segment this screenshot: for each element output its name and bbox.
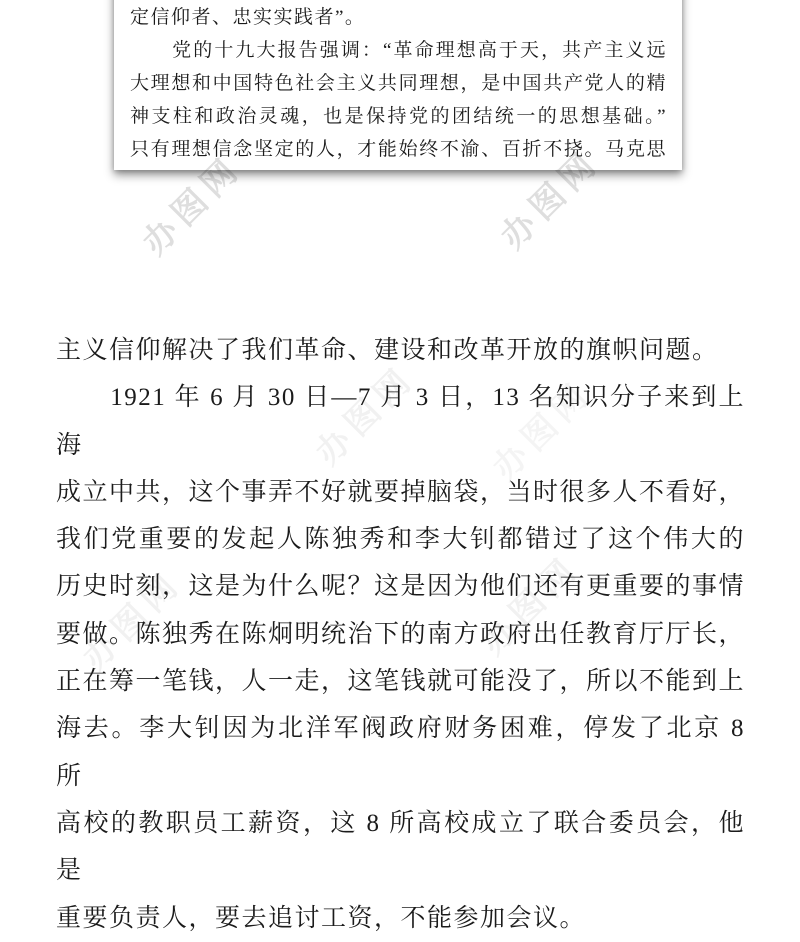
page-body-text-block bbox=[56, 327, 745, 942]
page-top-text-line: 定信仰者、忠实实践者”。 bbox=[130, 7, 366, 28]
page-top-text-line: 神支柱和政治灵魂，也是保持党的团结统一的思想基础。” bbox=[130, 106, 667, 127]
page-top-text-line: 只有理想信念坚定的人，才能始终不渝、百折不挠。马克思 bbox=[130, 139, 667, 160]
page-body-text-line: 高校的教职员工薪资，这 8 所高校成立了联合委员会，他是 bbox=[56, 809, 745, 885]
page-top-text-line: 大理想和中国特色社会主义共同理想，是中国共产党人的精 bbox=[130, 73, 667, 94]
page-body-text-line: 主义信仰解决了我们革命、建设和改革开放的旗帜问题。 bbox=[56, 337, 719, 364]
page-body-text-line: 正在筹一笔钱，人一走，这笔钱就可能没了，所以不能到上 bbox=[56, 668, 746, 696]
page-top-text-block bbox=[130, 1, 667, 166]
watermark-text: 办图网 bbox=[75, 563, 190, 678]
page-top-text-line: 党的十九大报告强调：“革命理想高于天，共产主义远 bbox=[130, 40, 667, 61]
page-body-text-line: 要做。陈独秀在陈炯明统治下的南方政府出任教育厅厅长， bbox=[56, 620, 746, 648]
watermark-text: 办图网 bbox=[308, 358, 423, 473]
page-body-text-line: 1921 年 6 月 30 日—7 月 3 日，13 名知识分子来到上海 bbox=[56, 384, 745, 459]
page-body-text-line: 海去。李大钊因为北洋军阀政府财务困难，停发了北京 8 所 bbox=[56, 715, 745, 790]
watermark-text: 办图网 bbox=[473, 548, 588, 663]
page-body-text-line: 重要负责人，要去追讨工资，不能参加会议。 bbox=[56, 904, 587, 932]
page-body-text-line: 我们党重要的发起人陈独秀和李大钊都错过了这个伟大的 bbox=[56, 526, 745, 554]
watermark-text: 办图网 bbox=[135, 148, 250, 263]
page-body-text-line: 历史时刻，这是为什么呢？这是因为他们还有更重要的事情 bbox=[56, 573, 746, 601]
page-fragment-top bbox=[114, 0, 682, 170]
page-body-text-line: 成立中共，这个事弄不好就要掉脑袋，当时很多人不看好， bbox=[56, 478, 746, 506]
watermark-text: 办图网 bbox=[493, 142, 608, 257]
